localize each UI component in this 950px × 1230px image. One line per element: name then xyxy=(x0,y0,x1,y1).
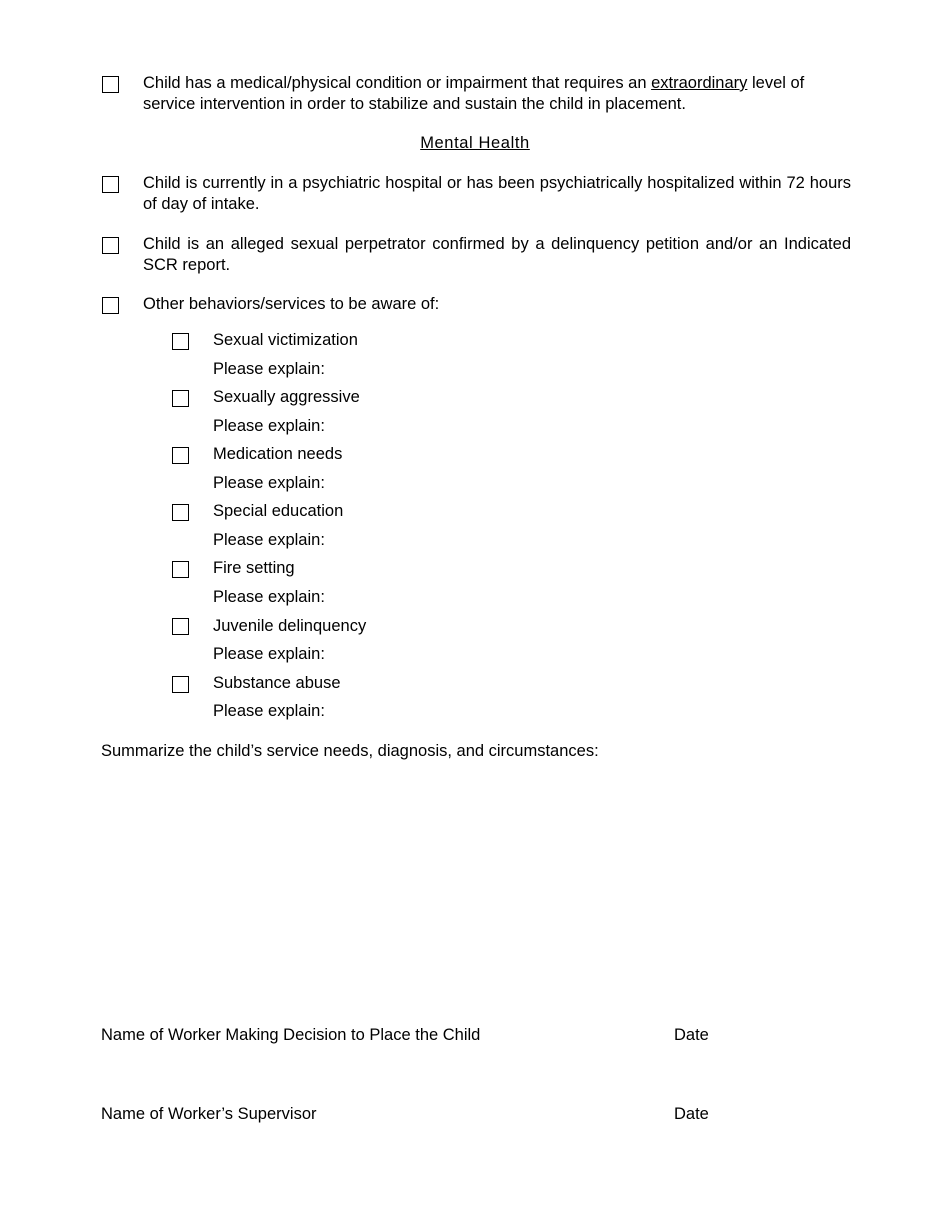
other-behaviors-checkbox[interactable] xyxy=(102,297,119,314)
sexually-aggressive-label: Sexually aggressive xyxy=(213,388,360,406)
mental-health-heading: Mental Health xyxy=(420,134,530,152)
summary-prompt: Summarize the child’s service needs, diagnosis, and circumstances: xyxy=(101,742,599,760)
sexual-victimization-checkbox[interactable] xyxy=(172,333,189,350)
special-education-label: Special education xyxy=(213,502,344,520)
other-behaviors-text: Other behaviors/services to be aware of: xyxy=(143,295,440,313)
psychiatric-hospital-text: Child is currently in a psychiatric hospital or has been psychiatrically hospitalized within 72 hours of day of intake. xyxy=(143,174,851,213)
sexually-aggressive-explain: Please explain: xyxy=(213,417,325,435)
sexual-perpetrator-checkbox[interactable] xyxy=(102,237,119,254)
juvenile-delinquency-checkbox[interactable] xyxy=(172,618,189,635)
substance-abuse-explain: Please explain: xyxy=(213,702,325,720)
special-education-explain: Please explain: xyxy=(213,531,325,549)
sexual-victimization-label: Sexual victimization xyxy=(213,331,358,349)
extraordinary-emphasis: extraordinary xyxy=(651,74,748,92)
medical-condition-checkbox[interactable] xyxy=(102,76,119,93)
fire-setting-checkbox[interactable] xyxy=(172,561,189,578)
psychiatric-hospital-checkbox[interactable] xyxy=(102,176,119,193)
medical-condition-text: Child has a medical/physical condition or impairment that requires an extraordinary level of service intervention in order to stabilize and sustain the child in placement. xyxy=(143,74,805,113)
medication-needs-explain: Please explain: xyxy=(213,474,325,492)
juvenile-delinquency-explain: Please explain: xyxy=(213,645,325,663)
sexually-aggressive-checkbox[interactable] xyxy=(172,390,189,407)
supervisor-name-label: Name of Worker’s Supervisor xyxy=(101,1105,317,1123)
juvenile-delinquency-label: Juvenile delinquency xyxy=(213,617,367,635)
supervisor-date-label: Date xyxy=(674,1105,709,1123)
fire-setting-explain: Please explain: xyxy=(213,588,325,606)
sexual-perpetrator-text: Child is an alleged sexual perpetrator confirmed by a delinquency petition and/or an Indicated SCR report. xyxy=(143,235,851,274)
substance-abuse-label: Substance abuse xyxy=(213,674,341,692)
medication-needs-label: Medication needs xyxy=(213,445,343,463)
fire-setting-label: Fire setting xyxy=(213,559,295,577)
sexual-victimization-explain: Please explain: xyxy=(213,360,325,378)
special-education-checkbox[interactable] xyxy=(172,504,189,521)
worker-date-label: Date xyxy=(674,1026,709,1044)
substance-abuse-checkbox[interactable] xyxy=(172,676,189,693)
worker-name-label: Name of Worker Making Decision to Place the Child xyxy=(101,1026,481,1044)
medication-needs-checkbox[interactable] xyxy=(172,447,189,464)
